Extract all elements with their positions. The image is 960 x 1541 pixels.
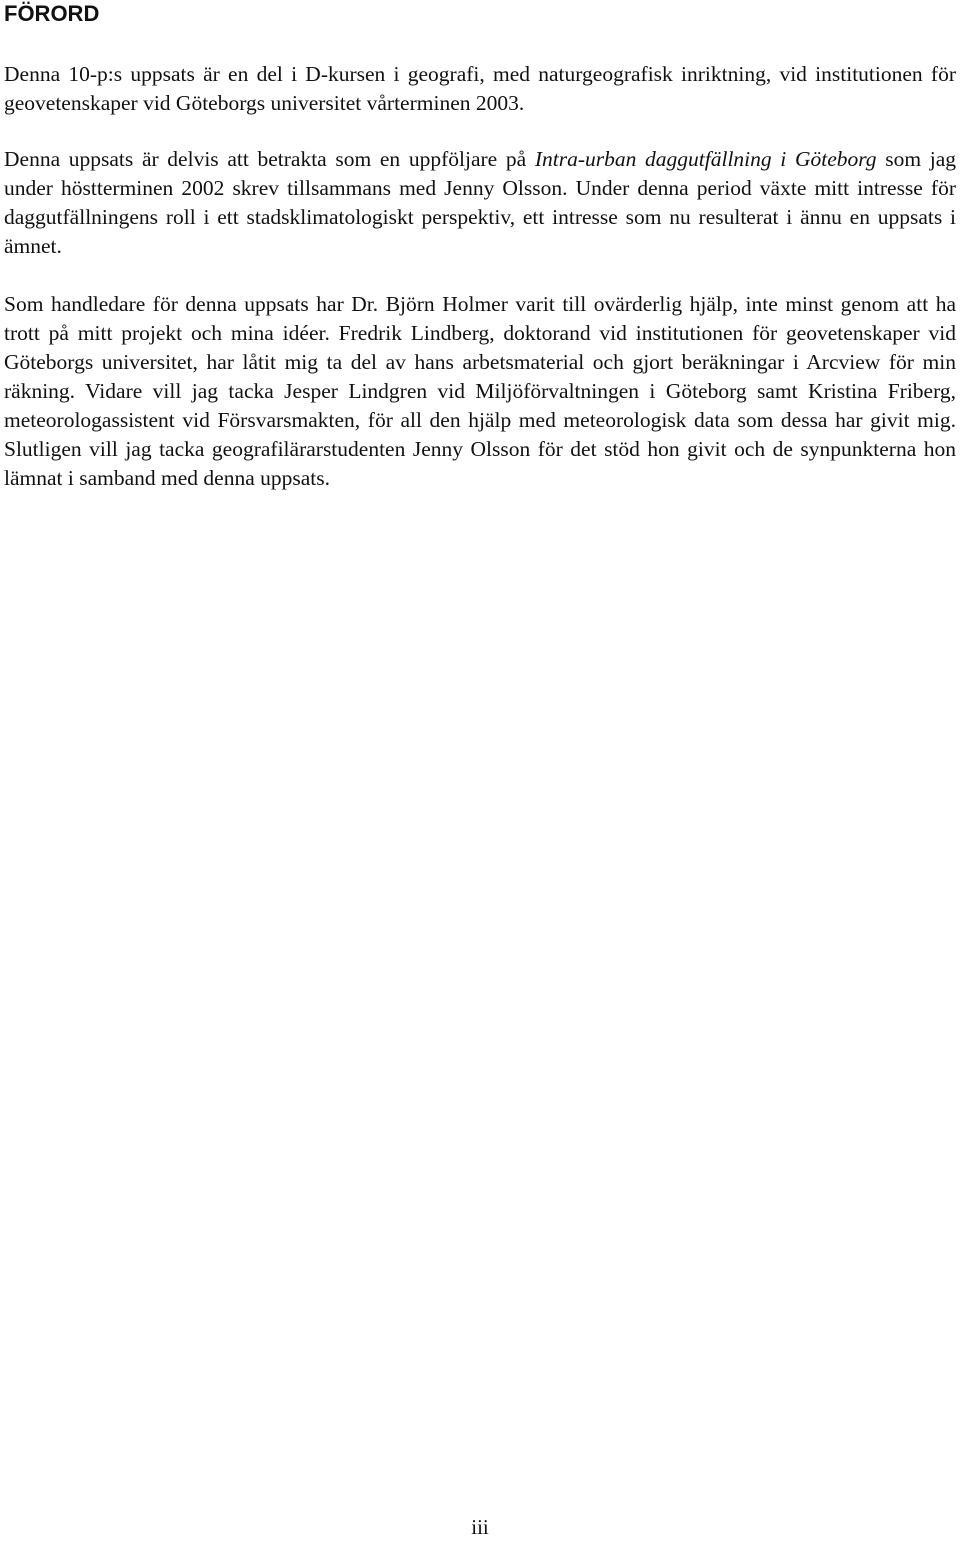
paragraph-intro: Denna 10-p:s uppsats är en del i D-kursen i geografi, med naturgeografisk inriktning, vid institutionen för geovetenskaper vid Göteborgs universitet vårterminen 2003. — [4, 62, 956, 115]
paragraph-background-text-end: som jag under höstterminen 2002 skrev tillsammans med Jenny Olsson. Under denna period växte mitt intresse för daggutfällningens roll i ett stadsklimatologiskt perspektiv, ett intresse som nu resulterat i ännu en uppsats i ämnet. — [4, 147, 956, 258]
paragraph-background — [4, 145, 956, 261]
page-title: FÖRORD — [4, 1, 100, 26]
paragraph-acknowledgements: Som handledare för denna uppsats har Dr. Björn Holmer varit till ovärderlig hjälp, inte minst genom att ha trott på mitt projekt och mina idéer. Fredrik Lindberg, doktorand vid institutionen för geovetenskaper vid Göteborgs universitet, har låtit mig ta del av hans arbetsmaterial och gjort beräkningar i Arcview för min räkning. Vidare vill jag tacka Jesper Lindgren vid Miljöförvaltningen i Göteborg samt Kristina Friberg, meteorologassistent vid Försvarsmakten, för all den hjälp med meteorologisk data som dessa har givit mig. Slutligen vill jag tacka geografilärarstudenten Jenny Olsson för det stöd hon givit och de synpunkterna hon lämnat i samband med denna uppsats. — [4, 292, 956, 490]
paragraph-background-text-start: Denna uppsats är delvis att betrakta som en uppföljare på — [4, 147, 535, 171]
page-number: iii — [471, 1515, 489, 1539]
cited-work-title: Intra-urban daggutfällning i Göteborg — [534, 147, 877, 171]
